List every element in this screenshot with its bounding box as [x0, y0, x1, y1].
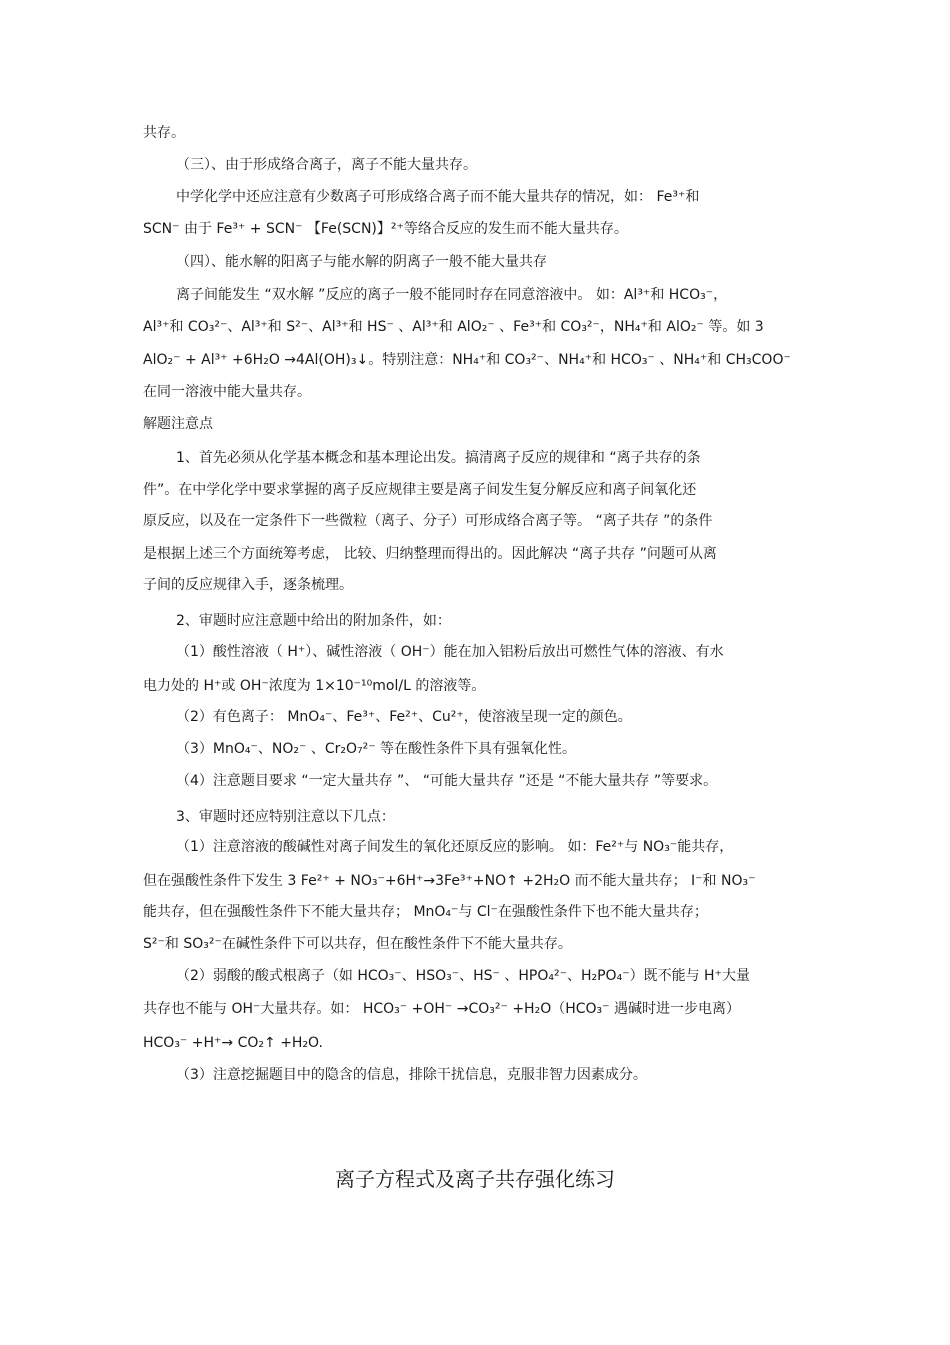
- paragraph-line: （4）注意题目要求 “一定大量共存 ”、 “可能大量共存 ”还是 “不能大量共存 ”等要求。: [176, 773, 718, 789]
- paragraph-line: S²⁻和 SO₃²⁻在碱性条件下可以共存，但在酸性条件下不能大量共存。: [143, 936, 572, 952]
- paragraph-line: 但在强酸性条件下发生 3 Fe²⁺ + NO₃⁻+6H⁺→3Fe³⁺+NO↑ +2H₂O 而不能大量共存； I⁻和 NO₃⁻: [143, 873, 756, 889]
- paragraph-line: AlO₂⁻ + Al³⁺ +6H₂O →4Al(OH)₃↓。特别注意：NH₄⁺和 CO₃²⁻、NH₄⁺和 HCO₃⁻ 、NH₄⁺和 CH₃COO⁻: [143, 352, 791, 368]
- paragraph-line: 3、审题时还应特别注意以下几点：: [176, 809, 395, 825]
- paragraph-line: （3）MnO₄⁻、NO₂⁻ 、Cr₂O₇²⁻ 等在酸性条件下具有强氧化性。: [176, 741, 577, 757]
- paragraph-line: （四）、能水解的阳离子与能水解的阴离子一般不能大量共存: [176, 254, 547, 270]
- paragraph-line: Al³⁺和 CO₃²⁻、Al³⁺和 S²⁻、Al³⁺和 HS⁻ 、Al³⁺和 AlO₂⁻ 、Fe³⁺和 CO₃²⁻，NH₄⁺和 AlO₂⁻ 等。如 3: [143, 319, 764, 335]
- paragraph-line: 原反应，以及在一定条件下一些微粒（离子、分子）可形成络合离子等。 “离子共存 ”的条件: [143, 513, 713, 529]
- paragraph-line: （三）、由于形成络合离子，离子不能大量共存。: [176, 157, 477, 173]
- paragraph-line: 2、审题时应注意题中给出的附加条件，如：: [176, 613, 451, 629]
- section-title: 离子方程式及离子共存强化练习: [335, 1167, 615, 1191]
- paragraph-line: （3）注意挖掘题目中的隐含的信息，排除干扰信息，克服非智力因素成分。: [176, 1067, 647, 1083]
- paragraph-line: 解题注意点: [143, 416, 213, 432]
- paragraph-line: 电力处的 H⁺或 OH⁻浓度为 1×10⁻¹⁰mol/L 的溶液等。: [143, 678, 486, 694]
- paragraph-line: 在同一溶液中能大量共存。: [143, 384, 311, 400]
- paragraph-line: 离子间能发生 “双水解 ”反应的离子一般不能同时存在同意溶液中。 如：Al³⁺和 HCO₃⁻，: [176, 287, 728, 303]
- paragraph-line: 能共存，但在强酸性条件下不能大量共存； MnO₄⁻与 Cl⁻在强酸性条件下也不能大量共存；: [143, 904, 708, 920]
- paragraph-line: 子间的反应规律入手，逐条梳理。: [143, 577, 353, 593]
- paragraph-line: 件”。在中学化学中要求掌握的离子反应规律主要是离子间发生复分解反应和离子间氧化还: [143, 482, 697, 498]
- paragraph-line: HCO₃⁻ +H⁺→ CO₂↑ +H₂O.: [143, 1035, 323, 1051]
- paragraph-line: （2）弱酸的酸式根离子（如 HCO₃⁻、HSO₃⁻、HS⁻ 、HPO₄²⁻、H₂PO₄⁻）既不能与 H⁺大量: [176, 968, 750, 984]
- paragraph-line: 是根据上述三个方面统筹考虑， 比较、归纳整理而得出的。因此解决 “离子共存 ”问题可从离: [143, 546, 717, 562]
- paragraph-line: （1）酸性溶液（ H⁺）、碱性溶液（ OH⁻）能在加入铝粉后放出可燃性气体的溶液、有水: [176, 644, 724, 660]
- paragraph-line: （1）注意溶液的酸碱性对离子间发生的氧化还原反应的影响。 如：Fe²⁺与 NO₃⁻能共存，: [176, 839, 734, 855]
- paragraph-line: 共存。: [143, 125, 185, 141]
- paragraph-line: 共存也不能与 OH⁻大量共存。如： HCO₃⁻ +OH⁻ →CO₃²⁻ +H₂O（HCO₃⁻ 遇碱时进一步电离）: [143, 1001, 740, 1017]
- paragraph-line: 1、首先必须从化学基本概念和基本理论出发。搞清离子反应的规律和 “离子共存的条: [176, 450, 701, 466]
- paragraph-line: （2）有色离子： MnO₄⁻、Fe³⁺、Fe²⁺、Cu²⁺，使溶液呈现一定的颜色。: [176, 709, 632, 725]
- paragraph-line: 中学化学中还应注意有少数离子可形成络合离子而不能大量共存的情况，如： Fe³⁺和: [176, 189, 700, 205]
- paragraph-line: SCN⁻ 由于 Fe³⁺ + SCN⁻ 【Fe(SCN)】²⁺等络合反应的发生而不能大量共存。: [143, 221, 628, 237]
